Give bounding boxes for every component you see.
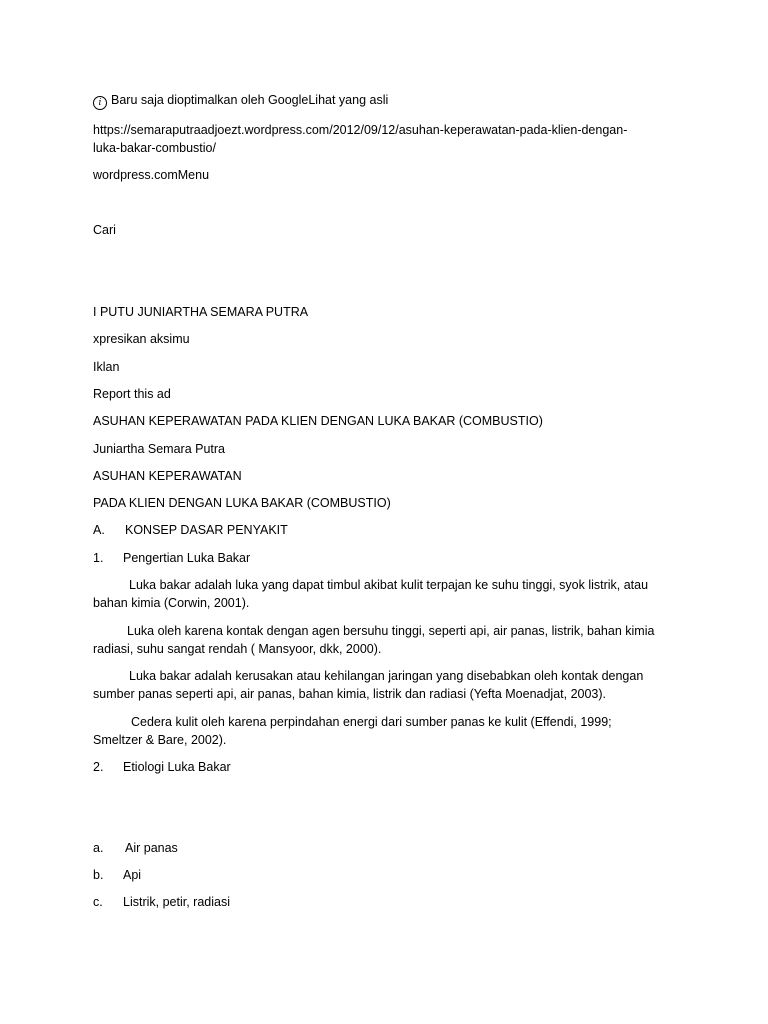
section-a-heading: [93, 521, 683, 539]
site-author-caps[interactable]: I PUTU JUNIARTHA SEMARA PUTRA: [93, 305, 309, 319]
cause-label: Api: [123, 868, 142, 882]
paragraph-2-line-2: radiasi, suhu sangat rendah ( Mansyoor, dkk, 2000).: [93, 642, 382, 656]
url-line-2[interactable]: luka-bakar-combustio/: [93, 141, 216, 155]
paragraph-4-line-2: Smeltzer & Bare, 2002).: [93, 733, 227, 747]
paragraph-4-text: Cedera kulit oleh karena perpindahan energi dari sumber panas ke kulit (Effendi, 1999;: [131, 715, 612, 729]
article-author[interactable]: Juniartha Semara Putra: [93, 442, 226, 456]
cause-item: [93, 839, 683, 857]
cause-marker: c.: [93, 895, 103, 909]
paragraph-2-text: Luka oleh karena kontak dengan agen bersuhu tinggi, seperti api, air panas, listrik, bahan kimia: [127, 624, 655, 638]
info-icon[interactable]: i: [93, 96, 107, 110]
cause-item: [93, 866, 683, 884]
cause-label: Air panas: [125, 841, 178, 855]
paragraph-3-text: Luka bakar adalah kerusakan atau kehilangan jaringan yang disebabkan oleh kontak dengan: [129, 669, 644, 683]
item-2-heading: [93, 758, 683, 776]
paragraph-1-text: Luka bakar adalah luka yang dapat timbul akibat kulit terpajan ke suhu tinggi, syok listrik, atau: [129, 578, 649, 592]
paragraph-4-line-1: [93, 713, 683, 731]
paragraph-1-line-2: bahan kimia (Corwin, 2001).: [93, 596, 250, 610]
item-1-heading: [93, 549, 683, 567]
notice-text[interactable]: Baru saja dioptimalkan oleh GoogleLihat yang asli: [111, 93, 389, 107]
item-1-title: Pengertian Luka Bakar: [123, 551, 251, 565]
cause-marker: a.: [93, 841, 104, 855]
cause-item: [93, 893, 683, 911]
section-a-title: KONSEP DASAR PENYAKIT: [125, 523, 288, 537]
paragraph-1-line-1: [93, 576, 683, 594]
report-ad-link[interactable]: Report this ad: [93, 387, 171, 401]
heading-klien: PADA KLIEN DENGAN LUKA BAKAR (COMBUSTIO): [93, 496, 391, 510]
cause-marker: b.: [93, 868, 104, 882]
site-tagline: xpresikan aksimu: [93, 332, 190, 346]
search-text[interactable]: Cari: [93, 223, 116, 237]
section-a-marker: A.: [93, 523, 105, 537]
article-title: ASUHAN KEPERAWATAN PADA KLIEN DENGAN LUKA BAKAR (COMBUSTIO): [93, 414, 543, 428]
optimized-notice: [93, 91, 683, 110]
item-2-title: Etiologi Luka Bakar: [123, 760, 231, 774]
ad-label: Iklan: [93, 360, 120, 374]
item-1-marker: 1.: [93, 551, 104, 565]
url-line-1[interactable]: https://semaraputraadjoezt.wordpress.com/2012/09/12/asuhan-keperawatan-pada-klien-dengan-: [93, 123, 628, 137]
site-menu-text[interactable]: wordpress.comMenu: [93, 168, 210, 182]
item-2-marker: 2.: [93, 760, 104, 774]
heading-asuhan: ASUHAN KEPERAWATAN: [93, 469, 242, 483]
paragraph-3-line-2: sumber panas seperti api, air panas, bahan kimia, listrik dan radiasi (Yefta Moenadjat, 2003).: [93, 687, 607, 701]
paragraph-2-line-1: [93, 622, 683, 640]
cause-label: Listrik, petir, radiasi: [123, 895, 230, 909]
paragraph-3-line-1: [93, 667, 683, 685]
